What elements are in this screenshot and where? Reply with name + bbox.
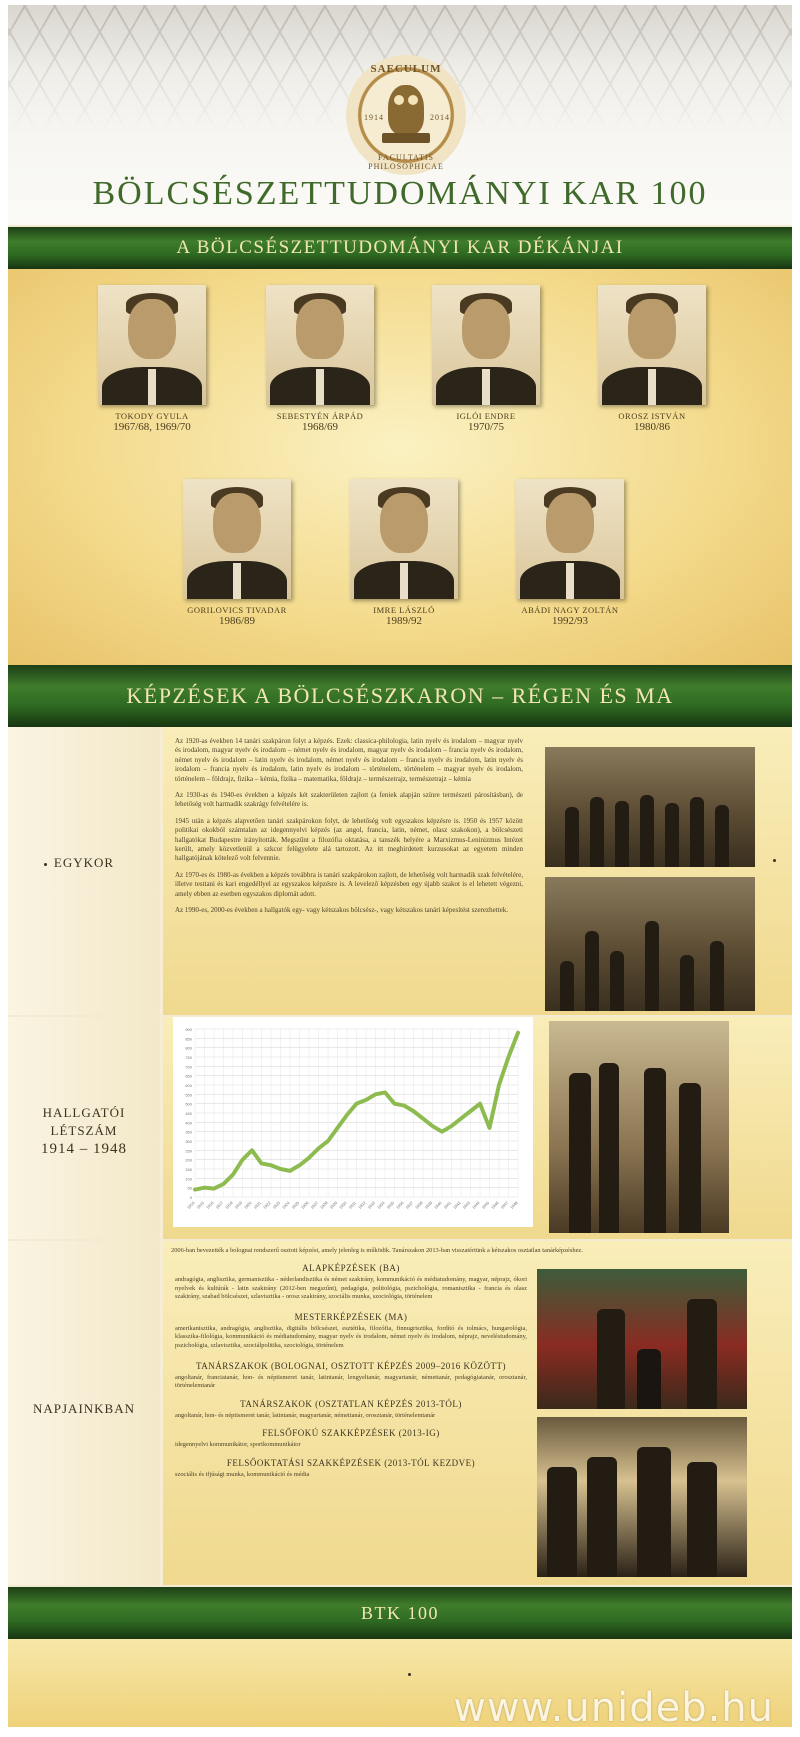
chart-x-tick-label: 1932	[356, 1200, 367, 1211]
owl-icon	[388, 85, 424, 135]
graduation-photo-2	[537, 1417, 747, 1577]
chart-x-tick-label: 1945	[480, 1200, 491, 1211]
chart-x-tick-label: 1927	[309, 1200, 320, 1211]
program-title: FELSŐFOKÚ SZAKKÉPZÉSEK (2013-IG)	[262, 1428, 440, 1439]
program-text: idegennyelvi kommunikátor, sportkommunikátor	[175, 1441, 301, 1449]
chart-x-tick-label: 1919	[233, 1200, 244, 1211]
dean-card	[516, 479, 624, 627]
egykor-paragraph: 1945 után a képzés alapvetően tanári szakpárokon folyt, de lehetőség volt egyszakos képzésre is. 1950 és 1957 között politikai okokból számtalan az idegennyelvi képzés (az angol, francia, latin, német, olasz szakokon), a bölcsészeti hallgatókat Budapestre irányították. Megszűnt a filozófia oktatása, a tanszék helyére a Marxizmus-Leninizmus Intézet került, amely közvetlenül a szkcor felügyelete alá tartozott. Az itt meghirdetett kurzusokat az egyetem minden hallgatójának kötelező volt felvennie.	[175, 816, 523, 863]
students-label-years: 1914 – 1948	[41, 1141, 127, 1157]
seal-top-text: SAECULUM	[370, 63, 442, 75]
chart-x-tick-label: 1936	[394, 1200, 405, 1211]
dean-card	[98, 285, 206, 433]
graduation-photo-1	[537, 1269, 747, 1409]
chart-x-tick-label: 1933	[366, 1200, 377, 1211]
chart-x-tick-label: 1946	[489, 1200, 500, 1211]
faculty-seal-logo	[346, 55, 466, 175]
dean-name: ABÁDI NAGY ZOLTÁN	[521, 605, 619, 615]
bullet-dot	[44, 863, 47, 866]
seal-bottom-text: FACULTATIS PHILOSOPHICAE	[368, 153, 444, 171]
chart-x-tick-label: 1942	[451, 1200, 462, 1211]
program-text: angoltanár, hon- és néptismeret tanár, latintanár, magyartanár, némettanár, orosztanár, történelemtanár	[175, 1411, 436, 1419]
bullet-dot	[773, 859, 776, 862]
program-title: MESTERKÉPZÉSEK (MA)	[294, 1311, 408, 1322]
dean-name: TOKODY GYULA	[115, 411, 189, 421]
deans-heading: A BÖLCSÉSZETTUDOMÁNYI KAR DÉKÁNJAI	[8, 227, 792, 269]
dean-years: 1970/75	[467, 421, 505, 433]
dean-photo	[98, 285, 206, 405]
book-icon	[382, 133, 430, 143]
dean-photo	[516, 479, 624, 599]
program-title: ALAPKÉPZÉSEK (BA)	[302, 1263, 400, 1273]
chart-x-tick-label: 1918	[223, 1200, 234, 1211]
chart-y-tick-label: 450	[185, 1111, 192, 1116]
chart-y-tick-label: 150	[185, 1167, 192, 1172]
dean-years: 1986/89	[218, 615, 256, 627]
programs-list	[175, 1257, 527, 1480]
chart-x-tick-label: 1930	[337, 1200, 348, 1211]
dean-name: SEBESTYÉN ÁRPÁD	[276, 411, 364, 421]
chart-x-tick-label: 1914	[185, 1200, 196, 1211]
today-intro: 2006-ban bevezették a bolognai rendszerű osztott képzést, amely jelenleg is működik. Tanárszakon 2013-ban visszatértünk a kétszakos osztatlan tanárképzéshez.	[171, 1247, 583, 1254]
dean-card	[432, 285, 540, 433]
egykor-paragraph: Az 1930-as és 1940-es években a képzés két szakterületen zajlott (a feniek alapján színre természeti párosításban), de lehetőség volt harmadik szakrágy felvételére is.	[175, 791, 523, 809]
bullet-dot	[408, 1673, 411, 1676]
chart-y-tick-label: 600	[185, 1083, 192, 1088]
page-title: BÖLCSÉSZETTUDOMÁNYI KAR 100	[92, 175, 708, 212]
seal-year-start: 1914	[364, 113, 384, 122]
students-label-column	[8, 1017, 160, 1239]
training-heading: KÉPZÉSEK A BÖLCSÉSZKARON – RÉGEN ÉS MA	[8, 665, 792, 727]
egykor-photo-panel	[535, 727, 792, 1015]
dean-card	[183, 479, 291, 627]
egykor-label: EGYKOR	[53, 855, 115, 870]
chart-x-tick-label: 1923	[271, 1200, 282, 1211]
dean-photo	[432, 285, 540, 405]
program-text: angoltanár, franciatanár, hon- és néptismeret tanár, latintanár, lengyeltanár, magyartanár, némettanár, pedagógiatanár, orosztanár, történelemtanár	[175, 1373, 527, 1390]
chart-y-tick-label: 500	[185, 1101, 192, 1107]
header-background	[8, 5, 792, 225]
seal-year-end: 2014	[430, 113, 450, 122]
today-section	[8, 1241, 792, 1585]
poster	[8, 5, 792, 1727]
historic-ceremony-photo	[545, 747, 755, 867]
chart-x-tick-label: 1921	[252, 1200, 263, 1211]
dean-years: 1968/69	[301, 421, 339, 433]
dean-years: 1980/86	[633, 421, 671, 433]
dean-name: OROSZ ISTVÁN	[618, 411, 686, 421]
chart-x-ticks	[186, 1200, 519, 1210]
students-label-line2: LÉTSZÁM	[50, 1123, 118, 1138]
dean-years: 1992/93	[551, 615, 589, 627]
chart-y-tick-label: 350	[185, 1129, 192, 1135]
gown-ceremony-photo	[549, 1021, 729, 1233]
student-count-chart	[173, 1017, 533, 1227]
dean-card	[266, 285, 374, 433]
chart-x-tick-label: 1916	[204, 1200, 215, 1211]
chart-y-tick-label: 50	[187, 1185, 192, 1191]
program-text: andragógia, anglisztika, germanisztika - néderlandisztika és német szakirány, kommunikáció és médiatudomány, magyar, néprajz, ókori nyelvek és kultúrák - latin szakirány (2012-ben megszűnt), pedagógia, politológia, pszichológia, romanisztika - francia és olasz szakirány, szabad bölcsészet, szlavisztika - orosz szakirány, szociális munka, szociológia, történelem	[175, 1276, 527, 1301]
chart-y-tick-label: 750	[185, 1055, 192, 1060]
chart-x-tick-label: 1929	[328, 1200, 339, 1211]
chart-y-tick-label: 650	[185, 1073, 192, 1079]
dean-photo	[183, 479, 291, 599]
footer-band: BTK 100	[8, 1587, 792, 1639]
chart-x-tick-label: 1948	[508, 1200, 519, 1211]
egykor-text	[163, 727, 535, 933]
chart-x-tick-label: 1934	[375, 1200, 386, 1211]
chart-x-tick-label: 1926	[299, 1200, 310, 1211]
egykor-section	[8, 727, 792, 1015]
egykor-paragraph: Az 1970-es és 1980-as években a képzés továbbra is tanári szakpárokon zajlott, de lehetőség volt harmadik szak felvételére, illetve testtani és kari engedéllyel az egyszakos képzésre is. A levelező képzésben egy újabb szakot is el lehetett végezni, amely ebben az esetben egyszakos diplomát adott.	[175, 870, 523, 898]
egykor-text-panel	[163, 727, 535, 1015]
chart-x-tick-label: 1922	[261, 1200, 272, 1211]
egykor-paragraph: Az 1990-es, 2000-es években a hallgatók egy- vagy kétszakos bölcsész-, vagy kétszakos tanári képesítést szerezhettek.	[175, 906, 508, 915]
dean-photo	[598, 285, 706, 405]
students-label-line1: HALLGATÓI	[42, 1105, 126, 1120]
dean-name: IMRE LÁSZLÓ	[373, 605, 435, 615]
chart-x-tick-label: 1915	[195, 1200, 206, 1211]
chart-y-tick-label: 850	[185, 1036, 192, 1042]
program-title: FELSŐOKTATÁSI SZAKKÉPZÉSEK (2013-TÓL KEZDVE)	[226, 1457, 476, 1468]
dean-photo	[266, 285, 374, 405]
chart-x-tick-label: 1943	[461, 1200, 472, 1211]
chart-x-tick-label: 1947	[499, 1200, 510, 1211]
chart-x-tick-label: 1944	[470, 1200, 481, 1211]
chart-x-tick-label: 1920	[242, 1200, 253, 1211]
chart-y-ticks	[185, 1027, 192, 1200]
deans-panel	[8, 269, 792, 665]
chart-x-tick-label: 1940	[432, 1200, 443, 1211]
chart-x-tick-label: 1925	[290, 1200, 301, 1211]
chart-x-tick-label: 1941	[442, 1200, 453, 1211]
chart-x-tick-label: 1937	[404, 1200, 415, 1211]
chart-y-tick-label: 100	[185, 1176, 192, 1182]
watermark-text: www.unideb.hu	[453, 1685, 774, 1727]
historic-lecture-photo	[545, 877, 755, 1011]
chart-y-tick-label: 300	[185, 1139, 192, 1144]
egykor-paragraph: Az 1920-as években 14 tanári szakpáron folyt a képzés. Ezek: classica-philologia, latin nyelv és irodalom – magyar nyelv és irodalom, magyar nyelv és irodalom – német nyelv és irodalom, magyar nyelv és irodalom – francia nyelv és irodalom, német nyelv és irodalom – latin nyelv és irodalom, német nyelv és irodalom – francia nyelv és irodalom, latin nyelv és irodalom – francia nyelv és irodalom, latin nyelv és irodalom – történelem, történelem – magyar nyelv és irodalom, történelem – földrajz, fizika – kémia, fizika – matematika, földrajz – természetrajz, természetrajz – kémia	[175, 737, 523, 783]
chart-x-tick-label: 1917	[214, 1200, 225, 1211]
today-panel	[163, 1241, 792, 1585]
today-label-column	[8, 1241, 160, 1585]
program-text: amerikanisztika, andragógia, anglisztika, digitális bölcsészet, esztétika, filozófia, finnugrisztika, fordító és tolmács, hungarológia, klasszika-filológia, kommunikáció és médiatudomány, magyar nyelv és irodalom, német nyelv és irodalom, néprajz, neveléstudomány, pszichológia, szlavisztika, szociálpolitika, szociológia, történelem	[175, 1324, 527, 1349]
chart-y-tick-label: 900	[185, 1027, 192, 1032]
chart-x-tick-label: 1931	[347, 1200, 358, 1211]
program-title: TANÁRSZAKOK (BOLOGNAI, OSZTOTT KÉPZÉS 2009–2016 KÖZÖTT)	[196, 1360, 506, 1371]
dean-name: GORILOVICS TIVADAR	[187, 605, 287, 615]
egykor-label-column	[8, 727, 160, 1015]
program-text: szociális és ifjúsági munka, kommunikáció és média	[175, 1470, 310, 1478]
chart-x-tick-label: 1935	[385, 1200, 396, 1211]
today-label: NAPJAINKBAN	[32, 1401, 135, 1416]
dean-photo	[350, 479, 458, 599]
chart-x-tick-label: 1939	[423, 1200, 434, 1211]
chart-y-tick-label: 250	[185, 1148, 192, 1154]
chart-x-tick-label: 1924	[280, 1200, 291, 1211]
dean-card	[350, 479, 458, 627]
dean-name: IGLÓI ENDRE	[456, 411, 516, 421]
dean-card	[598, 285, 706, 433]
dean-years: 1967/68, 1969/70	[113, 421, 191, 433]
chart-y-tick-label: 0	[189, 1195, 192, 1200]
chart-y-tick-label: 550	[185, 1092, 192, 1098]
dean-years: 1989/92	[385, 615, 423, 627]
chart-y-tick-label: 400	[185, 1120, 192, 1126]
chart-y-tick-label: 800	[185, 1045, 192, 1051]
chart-x-tick-label: 1938	[413, 1200, 424, 1211]
chart-x-tick-label: 1928	[318, 1200, 329, 1211]
program-title: TANÁRSZAKOK (OSZTATLAN KÉPZÉS 2013-TÓL)	[240, 1398, 462, 1409]
chart-y-tick-label: 700	[185, 1064, 192, 1070]
chart-y-tick-label: 200	[185, 1157, 192, 1163]
